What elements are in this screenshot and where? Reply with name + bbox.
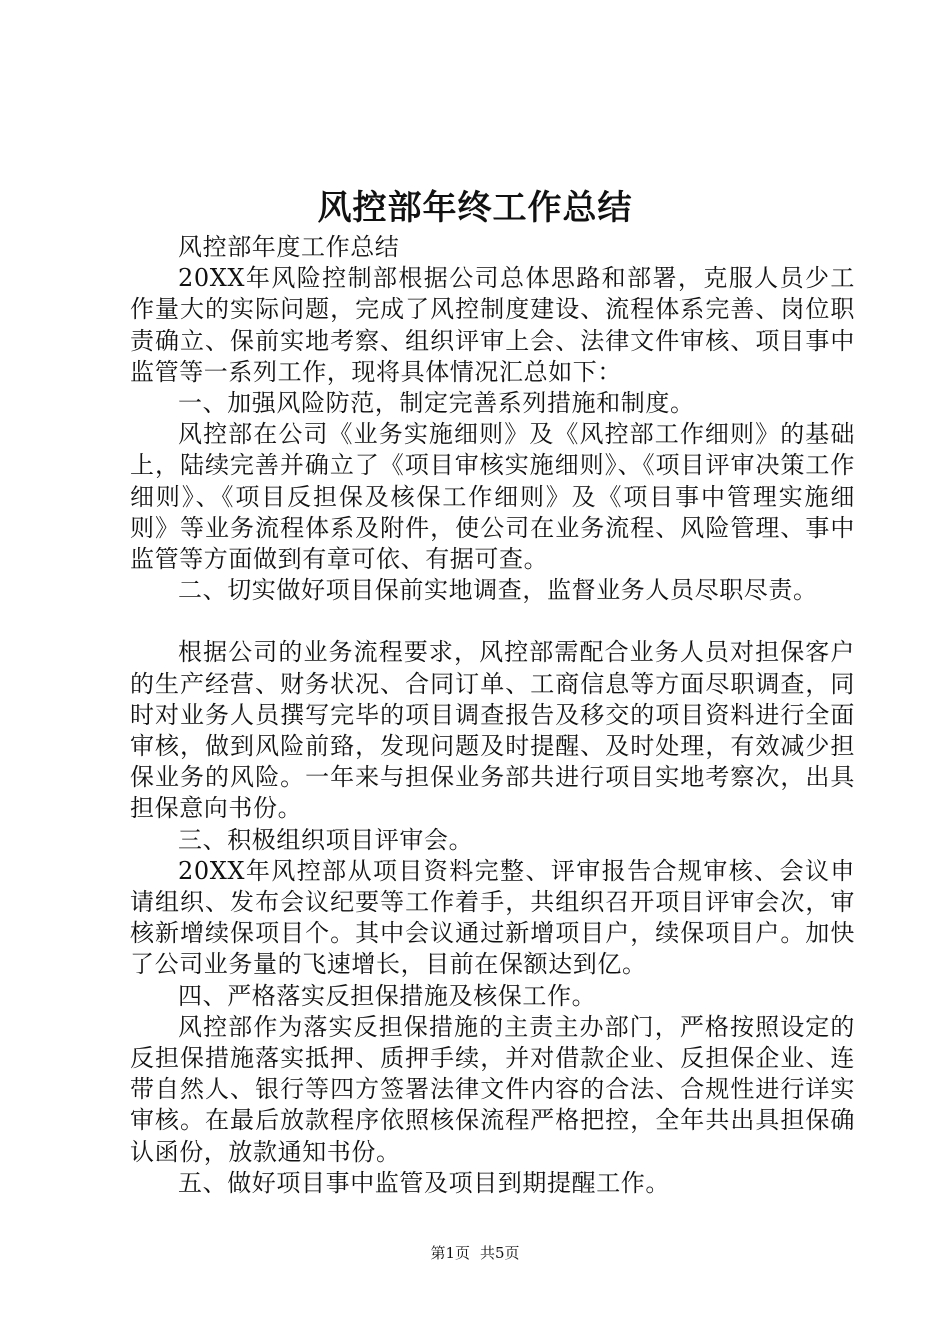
paragraph-intro: 20XX年风险控制部根据公司总体思路和部署，克服人员少工作量大的实际问题，完成了风控制度建设、流程体系完善、岗位职责确立、保前实地考察、组织评审上会、法律文件审核、项目事中监管等一系列工作，现将具体情况汇总如下： — [130, 264, 855, 386]
heading-section-2: 二、切实做好项目保前实地调查，监督业务人员尽职尽责。 — [178, 576, 818, 605]
paragraph-subtitle: 风控部年度工作总结 — [178, 233, 400, 261]
paragraph-section-1: 风控部在公司《业务实施细则》及《风控部工作细则》的基础上，陆续完善并确立了《项目审核实施细则》、《项目评审决策工作细则》、《项目反担保及核保工作细则》及《项目事中管理实施细则》等业务流程体系及附件，使公司在业务流程、风险管理、事中监管等方面做到有章可依、有据可查。 — [130, 420, 855, 574]
paragraph-section-2: 根据公司的业务流程要求，风控部需配合业务人员对担保客户的生产经营、财务状况、合同订单、工商信息等方面尽职调查，同时对业务人员撰写完毕的项目调查报告及移交的项目资料进行全面审核，做到风险前臵，发现问题及时提醒、及时处理，有效减少担保业务的风险。一年来与担保业务部共进行项目实地考察次，出具担保意向书份。 — [130, 638, 855, 823]
heading-section-3: 三、积极组织项目评审会。 — [178, 825, 474, 854]
page-total: 共5页 — [480, 1244, 520, 1262]
heading-section-5: 五、做好项目事中监管及项目到期提醒工作。 — [178, 1168, 670, 1197]
document-body — [130, 232, 855, 1199]
document-title: 风控部年终工作总结 — [317, 188, 633, 228]
paragraph-section-3: 20XX年风控部从项目资料完整、评审报告合规审核、会议申请组织、发布会议纪要等工作着手，共组织召开项目评审会次，审核新增续保项目个。其中会议通过新增项目户，续保项目户。加快了公司业务量的飞速增长，目前在保额达到亿。 — [130, 856, 855, 979]
page-footer — [0, 1243, 950, 1263]
heading-section-4: 四、严格落实反担保措施及核保工作。 — [178, 981, 597, 1010]
heading-section-1: 一、加强风险防范，制定完善系列措施和制度。 — [178, 389, 695, 418]
page-number: 第1页 — [430, 1244, 470, 1262]
paragraph-section-4: 风控部作为落实反担保措施的主责主办部门，严格按照设定的反担保措施落实抵押、质押手续，并对借款企业、反担保企业、连带自然人、银行等四方签署法律文件内容的合法、合规性进行详实审核。在最后放款程序依照核保流程严格把控，全年共出具担保确认函份，放款通知书份。 — [130, 1012, 855, 1166]
